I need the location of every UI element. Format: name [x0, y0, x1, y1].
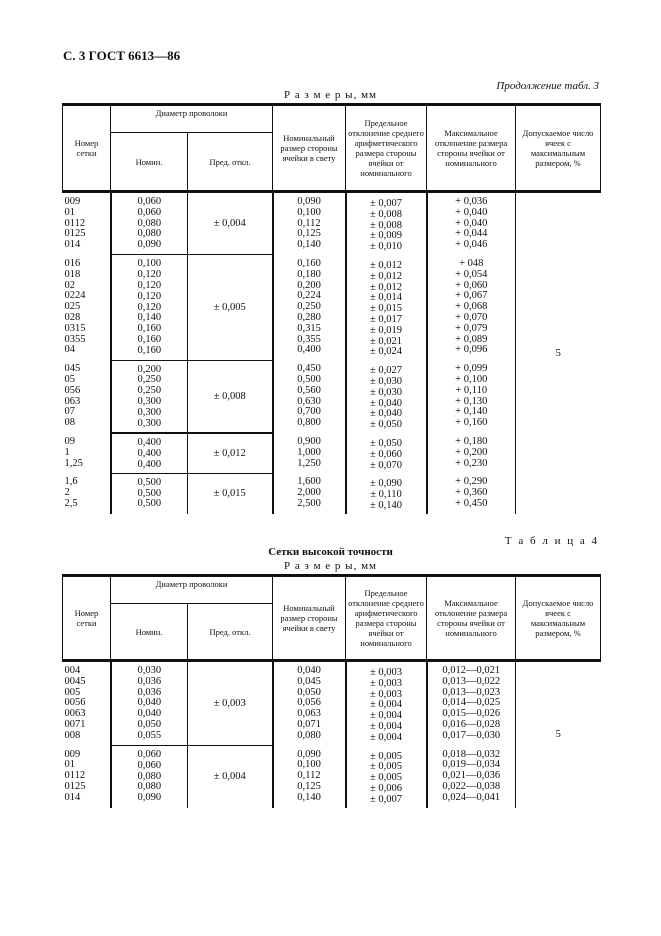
mesh-number-cell [63, 433, 111, 473]
table-4-title: Сетки высокой точности [268, 546, 393, 558]
mesh-number: 016 [64, 257, 81, 269]
nominal-size: 0,040 [297, 665, 321, 676]
max-deviation: + 0,079 [455, 322, 488, 334]
nominal-size: 0,200 [297, 279, 321, 291]
nominal-size: 1,250 [297, 457, 321, 469]
header-wire-diameter: Диаметр проволоки [111, 576, 273, 604]
wire-tolerance: ± 0,015 [188, 473, 273, 513]
max-deviation: 0,017—0,030 [442, 729, 501, 741]
nominal-size-cell [273, 255, 346, 360]
wire-nominal-cell [111, 661, 188, 746]
header-allowed-count: Допускаемое число ячеек с максимальным размером, % [516, 105, 601, 192]
nominal-size: 0,100 [297, 759, 321, 771]
nominal-size: 0,355 [297, 333, 321, 345]
wire-tolerance: ± 0,004 [188, 192, 273, 255]
header-nominal-size: Номинальный размер стороны ячейки в свету [273, 105, 346, 192]
mesh-number: 008 [64, 729, 81, 741]
nominal-size: 1,600 [297, 476, 321, 488]
mean-deviation: ± 0,060 [369, 448, 402, 460]
wire-nominal: 0,500 [137, 476, 162, 488]
page-header: С. 3 ГОСТ 6613—86 [63, 48, 181, 63]
wire-nominal: 0,120 [137, 280, 162, 292]
max-deviation-cell [427, 360, 516, 433]
wire-nominal: 0,036 [137, 675, 162, 687]
wire-nominal-cell [111, 473, 188, 513]
nominal-size: 0,900 [297, 435, 321, 447]
wire-nominal: 0,120 [137, 269, 162, 281]
max-deviation: 0,018—0,032 [442, 748, 501, 760]
max-deviation: + 0,060 [455, 279, 488, 291]
max-deviation: + 0,067 [455, 290, 488, 302]
nominal-size-cell [273, 746, 346, 808]
mesh-number-cell [63, 192, 111, 255]
mean-deviation: ± 0,007 [369, 793, 402, 805]
wire-nominal: 0,080 [137, 217, 162, 229]
max-deviation: 0,013—0,023 [442, 686, 501, 698]
max-deviation: + 0,100 [455, 373, 488, 385]
mean-deviation: ± 0,021 [369, 335, 402, 347]
max-deviation: + 0,046 [455, 239, 488, 251]
wire-nominal: 0,500 [137, 498, 162, 510]
mesh-number: 025 [64, 301, 81, 313]
max-deviation-cell [427, 255, 516, 360]
mesh-number: 2 [64, 487, 70, 499]
nominal-size: 0,400 [297, 344, 321, 356]
max-deviation: + 0,360 [455, 487, 488, 499]
wire-tolerance: ± 0,004 [188, 746, 273, 808]
max-deviation: + 0,450 [455, 497, 488, 509]
wire-nominal: 0,250 [137, 374, 162, 386]
mean-deviation: ± 0,005 [369, 772, 402, 784]
nominal-size-cell [273, 661, 346, 746]
mesh-number: 01 [64, 206, 75, 218]
mesh-number: 08 [64, 417, 75, 429]
mesh-number-cell [63, 255, 111, 360]
mean-deviation: ± 0,024 [369, 346, 402, 358]
mesh-number: 063 [64, 395, 81, 407]
max-deviation: + 0,099 [455, 363, 488, 375]
max-deviation: + 0,044 [455, 228, 488, 240]
mesh-number: 004 [64, 665, 81, 676]
nominal-size: 0,090 [297, 748, 321, 760]
mesh-number-cell [63, 360, 111, 433]
max-deviation: 0,016—0,028 [442, 718, 501, 730]
wire-nominal: 0,400 [137, 447, 162, 459]
mean-deviation: ± 0,070 [369, 459, 402, 471]
max-deviation: + 0,140 [455, 406, 488, 418]
wire-nominal: 0,080 [137, 228, 162, 240]
mean-deviation: ± 0,003 [369, 688, 402, 700]
mean-deviation: ± 0,110 [370, 489, 402, 501]
mesh-number: 0125 [64, 780, 86, 792]
mesh-number: 014 [64, 791, 81, 803]
nominal-size: 0,700 [297, 406, 321, 418]
mean-deviation: ± 0,008 [369, 219, 402, 231]
mesh-number: 02 [64, 279, 75, 291]
header-max-deviation: Максимальное отклонение размера стороны ячейки от номинального [427, 105, 516, 192]
mean-deviation-cell [346, 433, 427, 473]
nominal-size: 0,180 [297, 268, 321, 280]
mean-deviation: ± 0,008 [369, 208, 402, 220]
wire-nominal: 0,060 [137, 206, 162, 218]
units-label-2: Р а з м е р ы, мм [283, 560, 377, 572]
mean-deviation: ± 0,090 [369, 478, 402, 490]
mean-deviation: ± 0,030 [369, 386, 402, 398]
header-mesh-number: Номер сетки [63, 105, 111, 192]
mesh-number: 045 [64, 363, 81, 375]
max-deviation: + 0,180 [455, 435, 488, 447]
mean-deviation: ± 0,030 [369, 375, 402, 387]
mesh-number: 1,6 [64, 476, 78, 488]
mesh-number-cell [63, 746, 111, 808]
wire-nominal: 0,120 [137, 301, 162, 313]
wire-nominal: 0,300 [137, 396, 162, 408]
mesh-number: 009 [64, 748, 81, 760]
max-deviation: + 048 [459, 257, 484, 269]
wire-nominal-cell [111, 433, 188, 473]
wire-nominal: 0,060 [137, 749, 162, 761]
wire-nominal: 0,300 [137, 406, 162, 418]
mean-deviation: ± 0,012 [369, 259, 402, 271]
mean-deviation: ± 0,040 [369, 408, 402, 420]
max-deviation-cell [427, 473, 516, 513]
max-deviation: + 0,200 [455, 446, 488, 458]
mean-deviation: ± 0,040 [369, 397, 402, 409]
max-deviation: + 0,096 [455, 344, 488, 356]
mesh-number: 0045 [64, 675, 86, 687]
mesh-number-cell [63, 661, 111, 746]
max-deviation: 0,019—0,034 [442, 759, 501, 771]
header-mesh-number: Номер сетки [63, 576, 111, 661]
nominal-size: 0,090 [297, 196, 321, 207]
table-4-label: Т а б л и ц а 4 [504, 535, 599, 547]
mean-deviation-cell [346, 255, 427, 360]
nominal-size: 0,560 [297, 384, 321, 396]
nominal-size-cell [273, 433, 346, 473]
header-allowed-count: Допускаемое число ячеек с максимальным размером, % [516, 576, 601, 661]
mesh-number-cell [63, 473, 111, 513]
mean-deviation: ± 0,003 [369, 667, 402, 678]
mesh-number: 014 [64, 239, 81, 251]
max-deviation: + 0,068 [455, 301, 488, 313]
wire-nominal: 0,300 [137, 417, 162, 429]
mean-deviation: ± 0,017 [369, 313, 402, 325]
wire-nominal: 0,090 [137, 792, 162, 804]
mesh-number: 0063 [64, 708, 86, 720]
nominal-size: 0,050 [297, 686, 321, 698]
mean-deviation: ± 0,010 [369, 241, 402, 253]
nominal-size: 2,000 [297, 487, 321, 499]
mesh-number: 2,5 [64, 497, 78, 509]
nominal-size: 0,125 [297, 228, 321, 240]
wire-nominal: 0,040 [137, 697, 162, 709]
mesh-number: 1,25 [64, 457, 83, 469]
mean-deviation-cell [346, 360, 427, 433]
nominal-size: 0,080 [297, 729, 321, 741]
mean-deviation: ± 0,012 [369, 270, 402, 282]
wire-tolerance: ± 0,005 [188, 255, 273, 360]
max-deviation: + 0,110 [455, 384, 488, 396]
wire-nominal: 0,040 [137, 708, 162, 720]
nominal-size: 0,500 [297, 373, 321, 385]
nominal-size: 0,100 [297, 206, 321, 218]
max-deviation: + 0,160 [455, 417, 488, 429]
nominal-size: 0,112 [297, 770, 321, 782]
mean-deviation: ± 0,050 [369, 419, 402, 431]
wire-nominal: 0,030 [137, 665, 162, 676]
mean-deviation-cell [346, 192, 427, 255]
row-group [63, 661, 601, 746]
mesh-number: 0125 [64, 228, 86, 240]
max-deviation-cell [427, 433, 516, 473]
wire-nominal: 0,100 [137, 258, 162, 270]
nominal-size: 0,450 [297, 363, 321, 375]
wire-nominal-cell [111, 360, 188, 433]
mesh-number: 0071 [64, 718, 86, 730]
wire-nominal: 0,140 [137, 312, 162, 324]
wire-nominal: 0,080 [137, 770, 162, 782]
mean-deviation: ± 0,012 [369, 281, 402, 293]
nominal-size: 0,250 [297, 301, 321, 313]
mean-deviation: ± 0,007 [369, 198, 402, 209]
mesh-number: 018 [64, 268, 81, 280]
mean-deviation: ± 0,019 [369, 324, 402, 336]
mean-deviation: ± 0,014 [369, 292, 402, 304]
nominal-size: 0,045 [297, 675, 321, 687]
wire-nominal: 0,036 [137, 686, 162, 698]
continuation-label: Продолжение табл. 3 [496, 80, 599, 92]
mesh-number: 0224 [64, 290, 86, 302]
mesh-number: 1 [64, 446, 70, 458]
header-tolerance: Пред. откл. [188, 133, 273, 192]
wire-nominal: 0,400 [137, 436, 162, 448]
mean-deviation: ± 0,003 [369, 677, 402, 689]
mean-deviation-cell [346, 746, 427, 808]
mesh-number: 009 [64, 196, 81, 207]
nominal-size: 0,630 [297, 395, 321, 407]
wire-nominal: 0,160 [137, 334, 162, 346]
max-deviation: + 0,040 [455, 206, 488, 218]
mesh-number: 09 [64, 435, 75, 447]
wire-nominal: 0,250 [137, 385, 162, 397]
mesh-number: 0315 [64, 322, 86, 334]
max-deviation: + 0,070 [455, 311, 488, 323]
mean-deviation: ± 0,004 [369, 699, 402, 711]
wire-nominal: 0,160 [137, 344, 162, 356]
table-3 [62, 103, 601, 514]
max-deviation-cell [427, 192, 516, 255]
mesh-number: 056 [64, 384, 81, 396]
header-max-deviation: Максимальное отклонение размера стороны ячейки от номинального [427, 576, 516, 661]
max-deviation: 0,013—0,022 [442, 675, 501, 687]
mesh-number: 005 [64, 686, 81, 698]
mesh-number: 0355 [64, 333, 86, 345]
max-deviation: 0,015—0,026 [442, 708, 501, 720]
max-deviation: + 0,130 [455, 395, 488, 407]
wire-tolerance: ± 0,003 [188, 661, 273, 746]
mesh-number: 0112 [64, 770, 86, 782]
allowed-count: 5 [555, 347, 561, 359]
max-deviation-cell [427, 746, 516, 808]
row-group [63, 192, 601, 255]
mesh-number: 028 [64, 311, 81, 323]
wire-nominal-cell [111, 255, 188, 360]
mean-deviation: ± 0,004 [369, 720, 402, 732]
nominal-size: 0,800 [297, 417, 321, 429]
nominal-size: 0,140 [297, 791, 321, 803]
max-deviation: + 0,230 [455, 457, 488, 469]
nominal-size: 0,140 [297, 239, 321, 251]
max-deviation: 0,014—0,025 [442, 697, 501, 709]
max-deviation: 0,024—0,041 [442, 791, 501, 803]
mesh-number: 01 [64, 759, 75, 771]
mean-deviation: ± 0,050 [369, 437, 402, 449]
mean-deviation: ± 0,006 [369, 782, 402, 794]
max-deviation-cell [427, 661, 516, 746]
nominal-size: 0,125 [297, 780, 321, 792]
header-mean-deviation: Предельное отклонение среднего арифметического размера стороны ячейки от номинального [346, 105, 427, 192]
header-tolerance: Пред. откл. [188, 604, 273, 661]
mesh-number: 0112 [64, 217, 86, 229]
mean-deviation: ± 0,027 [369, 365, 402, 377]
wire-nominal: 0,060 [137, 196, 162, 207]
mean-deviation: ± 0,015 [369, 303, 402, 315]
nominal-size-cell [273, 192, 346, 255]
nominal-size: 1,000 [297, 446, 321, 458]
max-deviation: + 0,089 [455, 333, 488, 345]
nominal-size: 0,056 [297, 697, 321, 709]
allowed-count: 5 [555, 729, 561, 741]
mesh-number: 07 [64, 406, 75, 418]
wire-nominal: 0,400 [137, 458, 162, 470]
max-deviation: 0,022—0,038 [442, 780, 501, 792]
max-deviation: 0,021—0,036 [442, 770, 501, 782]
table-4 [62, 574, 601, 808]
wire-nominal: 0,200 [137, 363, 162, 375]
mean-deviation-cell [346, 661, 427, 746]
wire-nominal-cell [111, 746, 188, 808]
wire-nominal-cell [111, 192, 188, 255]
wire-nominal: 0,050 [137, 718, 162, 730]
mean-deviation: ± 0,004 [369, 710, 402, 722]
max-deviation: + 0,036 [455, 196, 488, 207]
wire-nominal: 0,160 [137, 323, 162, 335]
mean-deviation: ± 0,004 [369, 731, 402, 743]
wire-nominal: 0,500 [137, 487, 162, 499]
header-wire-diameter: Диаметр проволоки [111, 105, 273, 133]
max-deviation: 0,012—0,021 [442, 665, 501, 676]
header-nominal-size: Номинальный размер стороны ячейки в свету [273, 576, 346, 661]
max-deviation: + 0,054 [455, 268, 488, 280]
mean-deviation: ± 0,005 [369, 750, 402, 762]
nominal-size: 0,112 [297, 217, 321, 229]
wire-tolerance: ± 0,008 [188, 360, 273, 433]
wire-nominal: 0,055 [137, 729, 162, 741]
nominal-size: 0,071 [297, 718, 321, 730]
wire-tolerance: ± 0,012 [188, 433, 273, 473]
max-deviation: + 0,040 [455, 217, 488, 229]
nominal-size: 2,500 [297, 497, 321, 509]
wire-nominal: 0,060 [137, 759, 162, 771]
units-label: Р а з м е р ы, мм [283, 89, 377, 101]
nominal-size: 0,224 [297, 290, 321, 302]
nominal-size: 0,063 [297, 708, 321, 720]
mean-deviation: ± 0,140 [369, 499, 402, 511]
mesh-number: 04 [64, 344, 75, 356]
nominal-size: 0,280 [297, 311, 321, 323]
nominal-size: 0,160 [297, 257, 321, 269]
mean-deviation-cell [346, 473, 427, 513]
max-deviation: + 0,290 [455, 476, 488, 488]
mean-deviation: ± 0,005 [369, 761, 402, 773]
nominal-size-cell [273, 473, 346, 513]
wire-nominal: 0,080 [137, 781, 162, 793]
mean-deviation: ± 0,009 [369, 230, 402, 242]
mesh-number: 05 [64, 373, 75, 385]
mesh-number: 0056 [64, 697, 86, 709]
wire-nominal: 0,120 [137, 290, 162, 302]
nominal-size-cell [273, 360, 346, 433]
header-mean-deviation: Предельное отклонение среднего арифметического размера стороны ячейки от номинального [346, 576, 427, 661]
header-nominal: Номин. [111, 133, 188, 192]
header-nominal: Номин. [111, 604, 188, 661]
nominal-size: 0,315 [297, 322, 321, 334]
wire-nominal: 0,090 [137, 239, 162, 251]
